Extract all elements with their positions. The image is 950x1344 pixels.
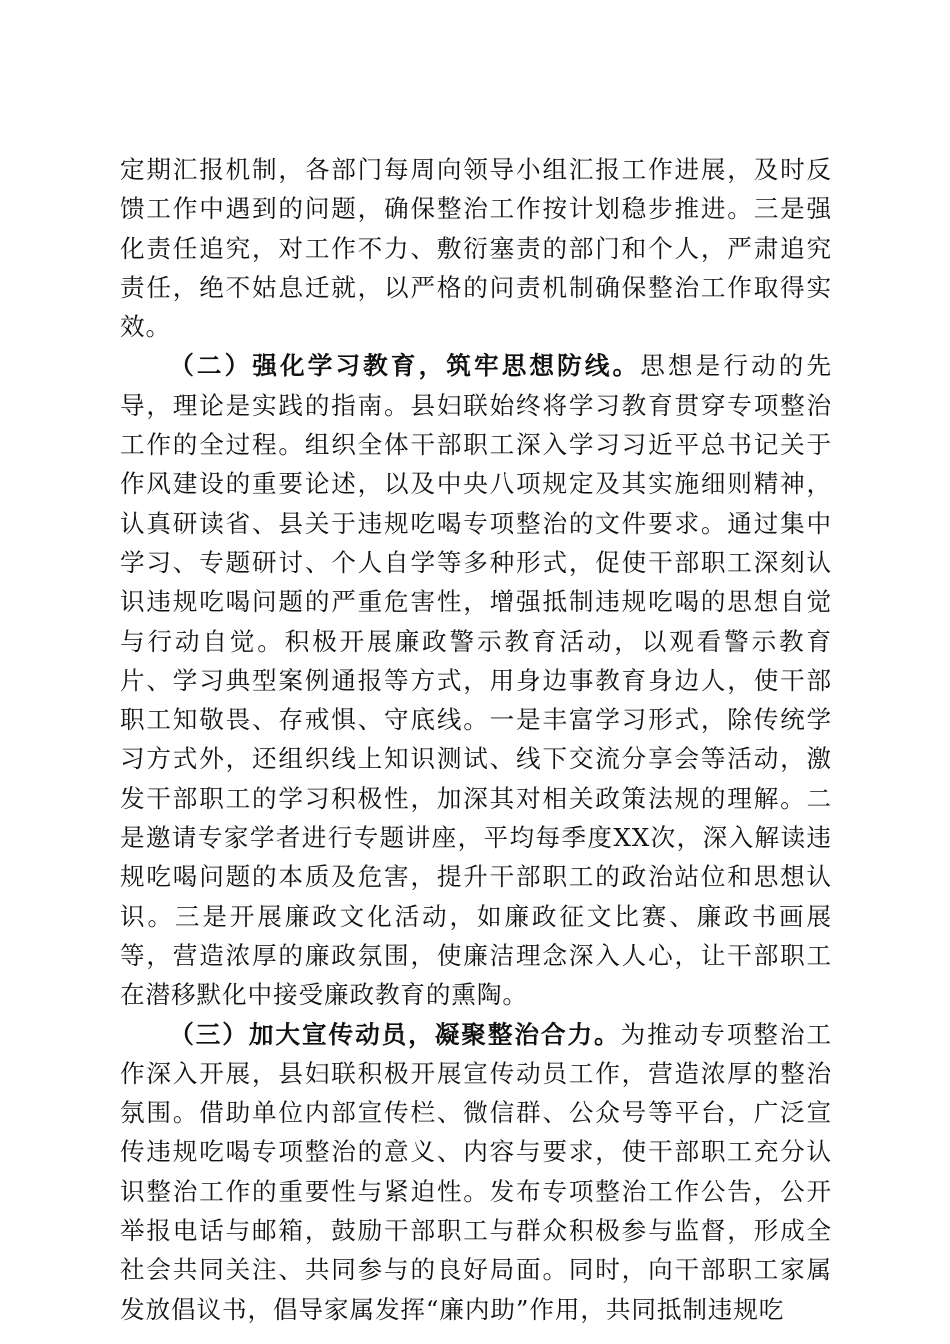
paragraph-text: 思想是行动的先导，理论是实践的指南。县妇联始终将学习教育贯穿专项整治工作的全过程。组织全体干部职工深入学习习近平总书记关于作风建设的重要论述，以及中央八项规定及其实施细则精神，认真研读省、县关于违规吃喝专项整治的文件要求。通过集中学习、专题研讨、个人自学等多种形式，促使干部职工深刻认识违规吃喝问题的严重危害性，增强抵制违规吃喝的思想自觉与行动自觉。积极开展廉政警示教育活动，以观看警示教育片、学习典型案例通报等方式，用身边事教育身边人，使干部职工知敬畏、存戒惧、守底线。一是丰富学习形式，除传统学习方式外，还组织线上知识测试、线下交流分享会等活动，激发干部职工的学习积极性，加深其对相关政策法规的理解。二是邀请专家学者进行专题讲座，平均每季度XX次，深入解读违规吃喝问题的本质及危害，提升干部职工的政治站位和思想认识。三是开展廉政文化活动，如廉政征文比赛、廉政书画展等，营造浓厚的廉政氛围，使廉洁理念深入人心，让干部职工在潜移默化中接受廉政教育的熏陶。 [120, 351, 832, 1010]
section-heading: （二）强化学习教育，筑牢思想防线。 [169, 351, 641, 381]
section-heading: （三）加大宣传动员，凝聚整治合力。 [169, 1019, 621, 1049]
paragraph-text: 为推动专项整治工作深入开展，县妇联积极开展宣传动员工作，营造浓厚的整治氛围。借助单位内部宣传栏、微信群、公众号等平台，广泛宣传违规吃喝专项整治的意义、内容与要求，使干部职工充分认识整治工作的重要性与紧迫性。发布专项整治工作公告，公开举报电话与邮箱，鼓励干部职工与群众积极参与监督，形成全社会共同关注、共同参与的良好局面。同时，向干部职工家属发放倡议书，倡导家属发挥“廉内助”作用，共同抵制违规吃 [120, 1019, 832, 1324]
paragraph-publicity-mobilization [120, 1015, 832, 1329]
paragraph-text: 定期汇报机制，各部门每周向领导小组汇报工作进展，及时反馈工作中遇到的问题，确保整治工作按计划稳步推进。三是强化责任追究，对工作不力、敷衍塞责的部门和个人，严肃追究责任，绝不姑息迁就，以严格的问责机制确保整治工作取得实效。 [120, 155, 832, 342]
document-body [120, 150, 832, 1329]
paragraph-continuation [120, 150, 832, 346]
paragraph-study-education [120, 346, 832, 1014]
